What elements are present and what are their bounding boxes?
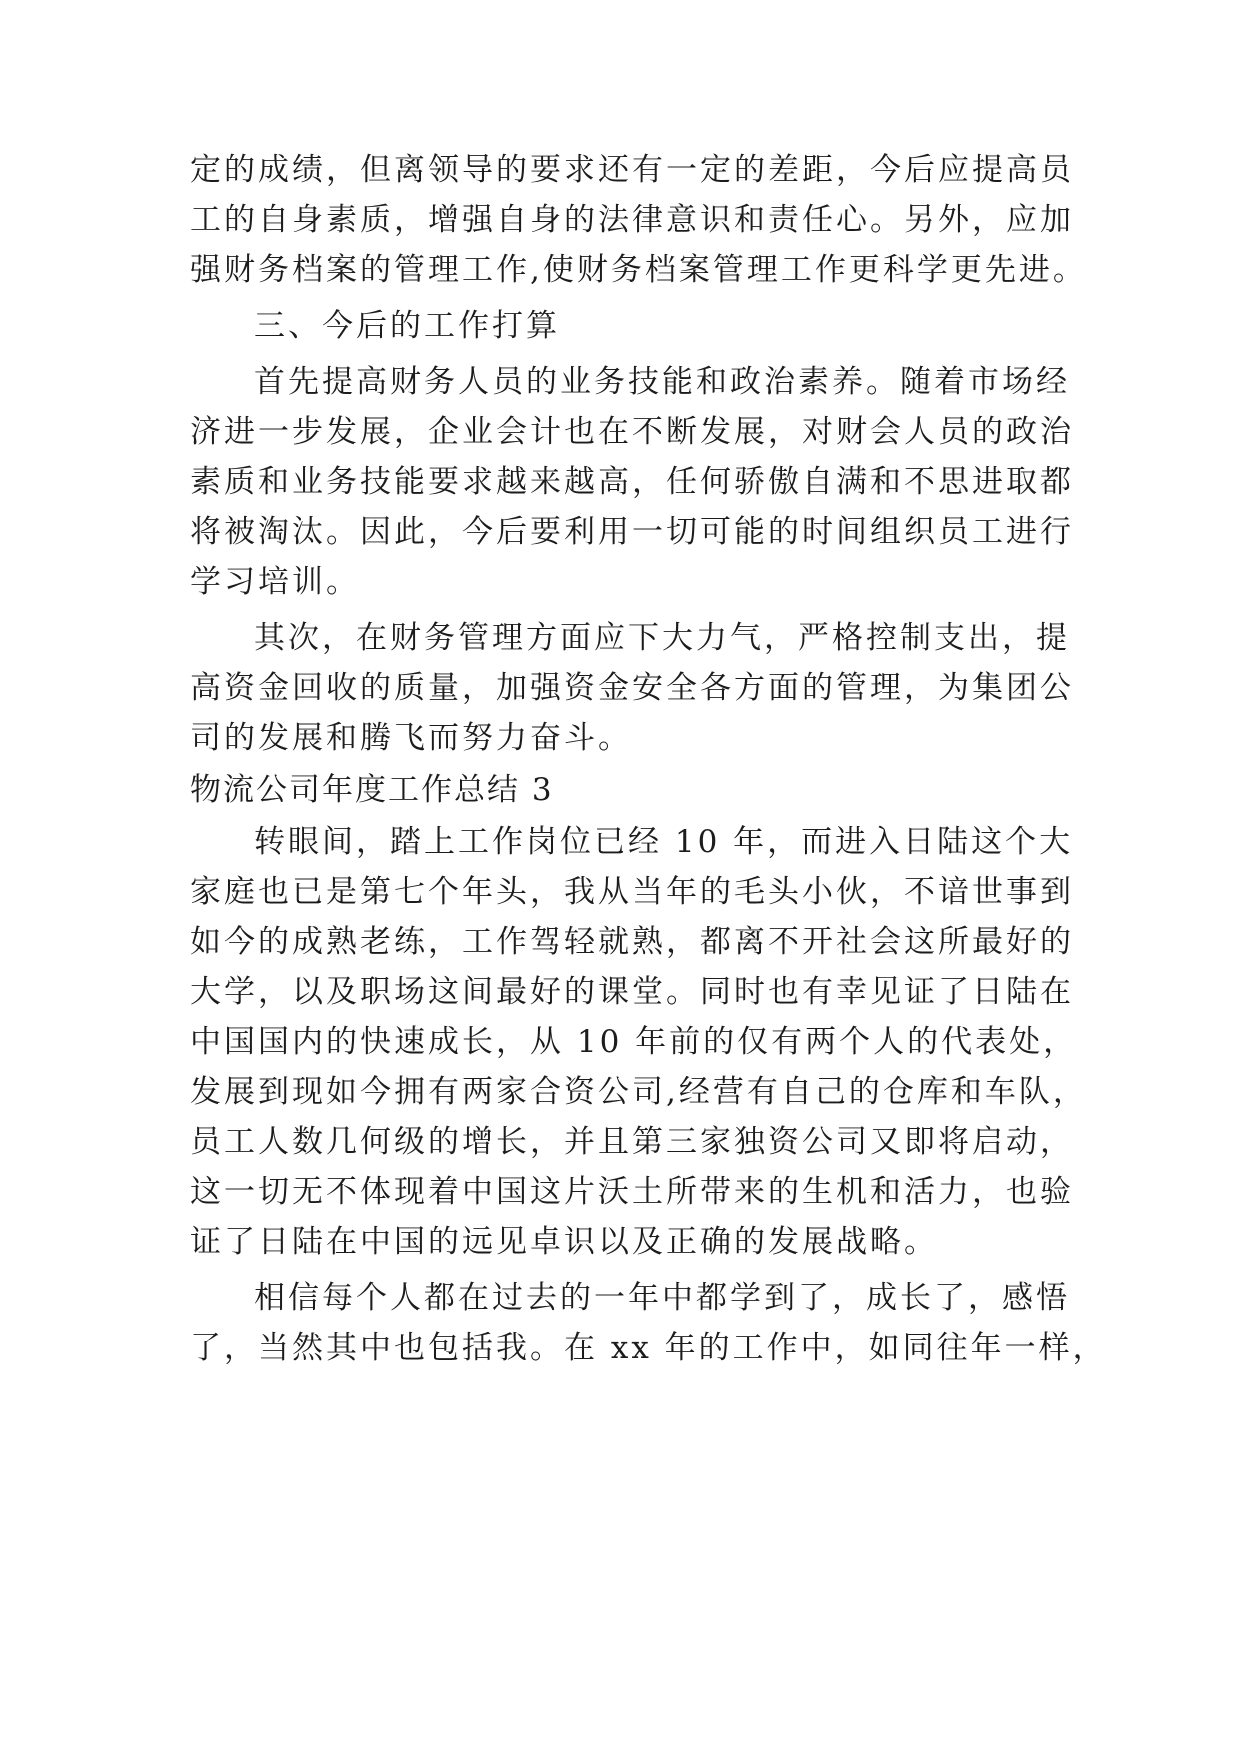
text-line: 发展到现如今拥有两家合资公司,经营有自己的仓库和车队， [190, 1074, 1087, 1110]
text-line: 济进一步发展，企业会计也在不断发展，对财会人员的政治 [190, 414, 1074, 450]
text-line: 这一切无不体现着中国这片沃土所带来的生机和活力，也验 [190, 1174, 1074, 1210]
text-line: 转眼间，踏上工作岗位已经 10 年，而进入日陆这个大 [254, 824, 1074, 860]
section-heading: 三、今后的工作打算 [254, 308, 560, 344]
text-line: 司的发展和腾飞而努力奋斗。 [190, 720, 632, 756]
text-line: 证了日陆在中国的远见卓识以及正确的发展战略。 [190, 1224, 938, 1260]
text-line: 如今的成熟老练，工作驾轻就熟，都离不开社会这所最好的 [190, 924, 1074, 960]
text-line: 学习培训。 [190, 564, 360, 600]
text-line: 员工人数几何级的增长，并且第三家独资公司又即将启动， [190, 1124, 1074, 1160]
text-line: 高资金回收的质量，加强资金安全各方面的管理，为集团公 [190, 670, 1074, 706]
text-line: 定的成绩，但离领导的要求还有一定的差距，今后应提高员 [190, 152, 1074, 188]
text-line: 大学，以及职场这间最好的课堂。同时也有幸见证了日陆在 [190, 974, 1074, 1010]
text-line: 工的自身素质，增强自身的法律意识和责任心。另外，应加 [190, 202, 1074, 238]
document-heading: 物流公司年度工作总结 3 [190, 772, 554, 808]
text-line: 强财务档案的管理工作,使财务档案管理工作更科学更先进。 [190, 252, 1087, 288]
text-line: 了，当然其中也包括我。在 xx 年的工作中，如同往年一样， [190, 1330, 1107, 1366]
text-line: 相信每个人都在过去的一年中都学到了，成长了，感悟 [254, 1280, 1070, 1316]
text-line: 中国国内的快速成长，从 10 年前的仅有两个人的代表处， [190, 1024, 1078, 1060]
text-line: 素质和业务技能要求越来越高，任何骄傲自满和不思进取都 [190, 464, 1074, 500]
text-line: 将被淘汰。因此，今后要利用一切可能的时间组织员工进行 [190, 514, 1074, 550]
text-line: 其次，在财务管理方面应下大力气，严格控制支出，提 [254, 620, 1070, 656]
text-line: 首先提高财务人员的业务技能和政治素养。随着市场经 [254, 364, 1070, 400]
text-line: 家庭也已是第七个年头，我从当年的毛头小伙，不谙世事到 [190, 874, 1074, 910]
